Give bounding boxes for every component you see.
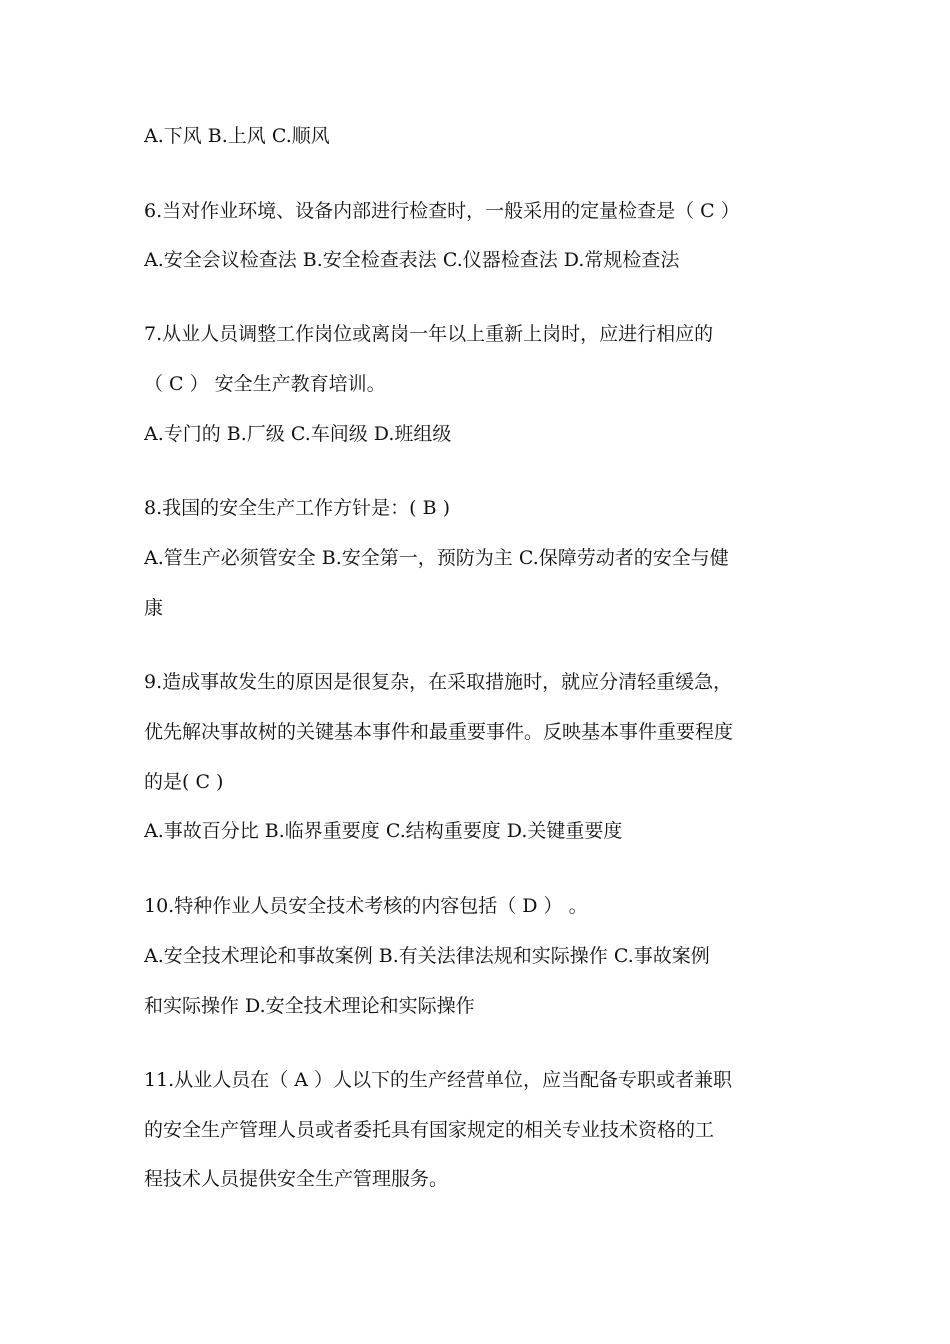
q8-question: 8.我国的安全生产工作方针是：( B ) [144,497,450,519]
q7-question-line-1: 7.从业人员调整工作岗位或离岗一年以上重新上岗时，应进行相应的 [144,323,714,345]
q10-question: 10.特种作业人员安全技术考核的内容包括（ D ） 。 [144,895,588,917]
q7-options: A.专门的 B.厂级 C.车间级 D.班组级 [144,423,452,445]
q11-question-line-3: 程技术人员提供安全生产管理服务。 [144,1168,449,1190]
q7-question-line-2: （ C ） 安全生产教育培训。 [144,373,386,395]
q9-question-line-3: 的是( C ) [144,771,224,793]
q8-options-line-1: A.管生产必须管安全 B.安全第一，预防为主 C.保障劳动者的安全与健 [144,547,729,569]
q8-options-line-2: 康 [144,597,164,619]
q9-options: A.事故百分比 B.临界重要度 C.结构重要度 D.关键重要度 [144,820,623,842]
q11-question-line-1: 11.从业人员在（ A ）人以下的生产经营单位，应当配备专职或者兼职 [144,1069,733,1091]
q10-options-line-2: 和实际操作 D.安全技术理论和实际操作 [144,995,475,1017]
q6-question: 6.当对作业环境、设备内部进行检查时，一般采用的定量检查是（ C ） [144,200,740,222]
q6-options: A.安全会议检查法 B.安全检查表法 C.仪器检查法 D.常规检查法 [144,249,680,271]
q10-options-line-1: A.安全技术理论和事故案例 B.有关法律法规和实际操作 C.事故案例 [144,945,710,967]
q9-question-line-2: 优先解决事故树的关键基本事件和最重要事件。反映基本事件重要程度 [144,721,734,743]
q5-options: A.下风 B.上风 C.顺风 [144,125,330,147]
q9-question-line-1: 9.造成事故发生的原因是很复杂，在采取措施时，就应分清轻重缓急， [144,671,733,693]
q11-question-line-2: 的安全生产管理人员或者委托具有国家规定的相关专业技术资格的工 [144,1119,715,1141]
